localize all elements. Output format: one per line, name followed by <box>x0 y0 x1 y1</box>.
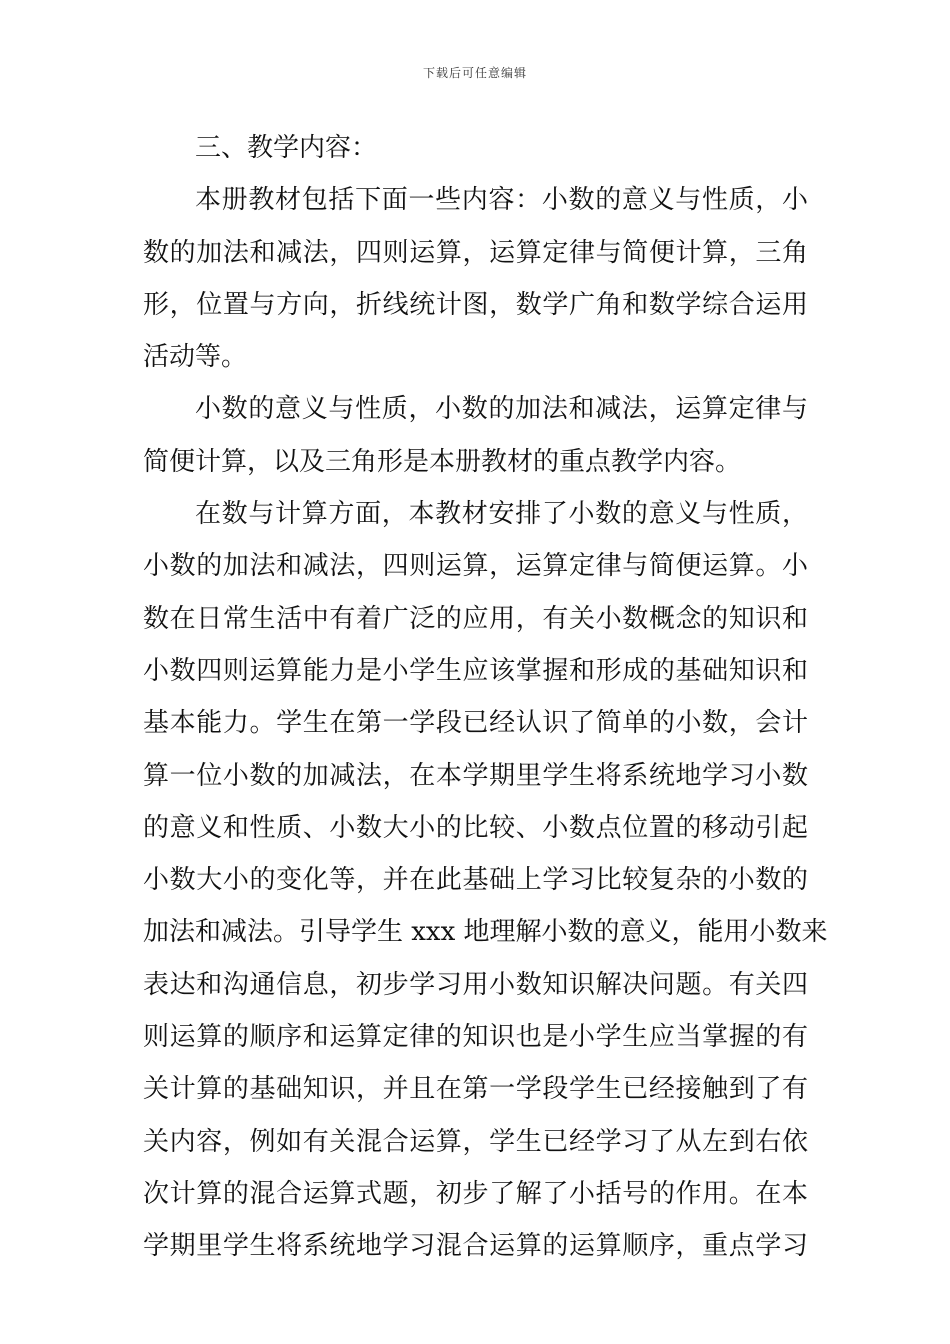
paragraph-line: 表达和沟通信息，初步学习用小数知识解决问题。有关四 <box>143 969 808 1000</box>
paragraph-line: 数的加法和减法，四则运算，运算定律与简便计算，三角 <box>143 237 808 268</box>
paragraph-line: 小数大小的变化等，并在此基础上学习比较复杂的小数的 <box>143 865 808 896</box>
paragraph-line: 的意义和性质、小数大小的比较、小数点位置的移动引起 <box>143 812 808 843</box>
paragraph-line: 次计算的混合运算式题，初步了解了小括号的作用。在本 <box>143 1178 808 1209</box>
paragraph-line: 小数的意义与性质，小数的加法和减法，运算定律与 <box>195 394 808 425</box>
paragraph-line: 关计算的基础知识，并且在第一学段学生已经接触到了有 <box>143 1074 808 1105</box>
page-header: 下载后可任意编辑 <box>422 66 527 80</box>
paragraph-line: 则运算的顺序和运算定律的知识也是小学生应当掌握的有 <box>143 1022 808 1053</box>
paragraph-line: 小数的加法和减法，四则运算，运算定律与简便运算。小 <box>143 551 808 582</box>
paragraph <box>143 488 828 1272</box>
paragraph-line: 小数四则运算能力是小学生应该掌握和形成的基础知识和 <box>143 655 808 686</box>
paragraph-line: 学期里学生将系统地学习混合运算的运算顺序，重点学习 <box>143 1231 808 1262</box>
paragraph <box>143 383 808 488</box>
paragraph-line: 活动等。 <box>143 342 248 373</box>
paragraph-line: 在数与计算方面，本教材安排了小数的意义与性质， <box>195 499 808 530</box>
section-heading: 三、教学内容： <box>195 133 378 163</box>
paragraph <box>143 174 808 383</box>
document-body <box>143 122 828 1273</box>
paragraph-line: 简便计算，以及三角形是本册教材的重点教学内容。 <box>143 446 742 477</box>
paragraph-line: 数在日常生活中有着广泛的应用，有关小数概念的知识和 <box>143 603 808 634</box>
paragraph-line: 基本能力。学生在第一学段已经认识了简单的小数，会计 <box>143 708 808 739</box>
paragraph-line: 算一位小数的加减法，在本学期里学生将系统地学习小数 <box>143 760 808 791</box>
paragraph-line: 本册教材包括下面一些内容：小数的意义与性质，小 <box>195 185 808 216</box>
paragraph-line: 形，位置与方向，折线统计图，数学广角和数学综合运用 <box>143 289 808 320</box>
paragraph-line: 加法和减法。引导学生 xxx 地理解小数的意义，能用小数来 <box>143 917 828 948</box>
paragraph-line: 关内容，例如有关混合运算，学生已经学习了从左到右依 <box>143 1126 808 1157</box>
